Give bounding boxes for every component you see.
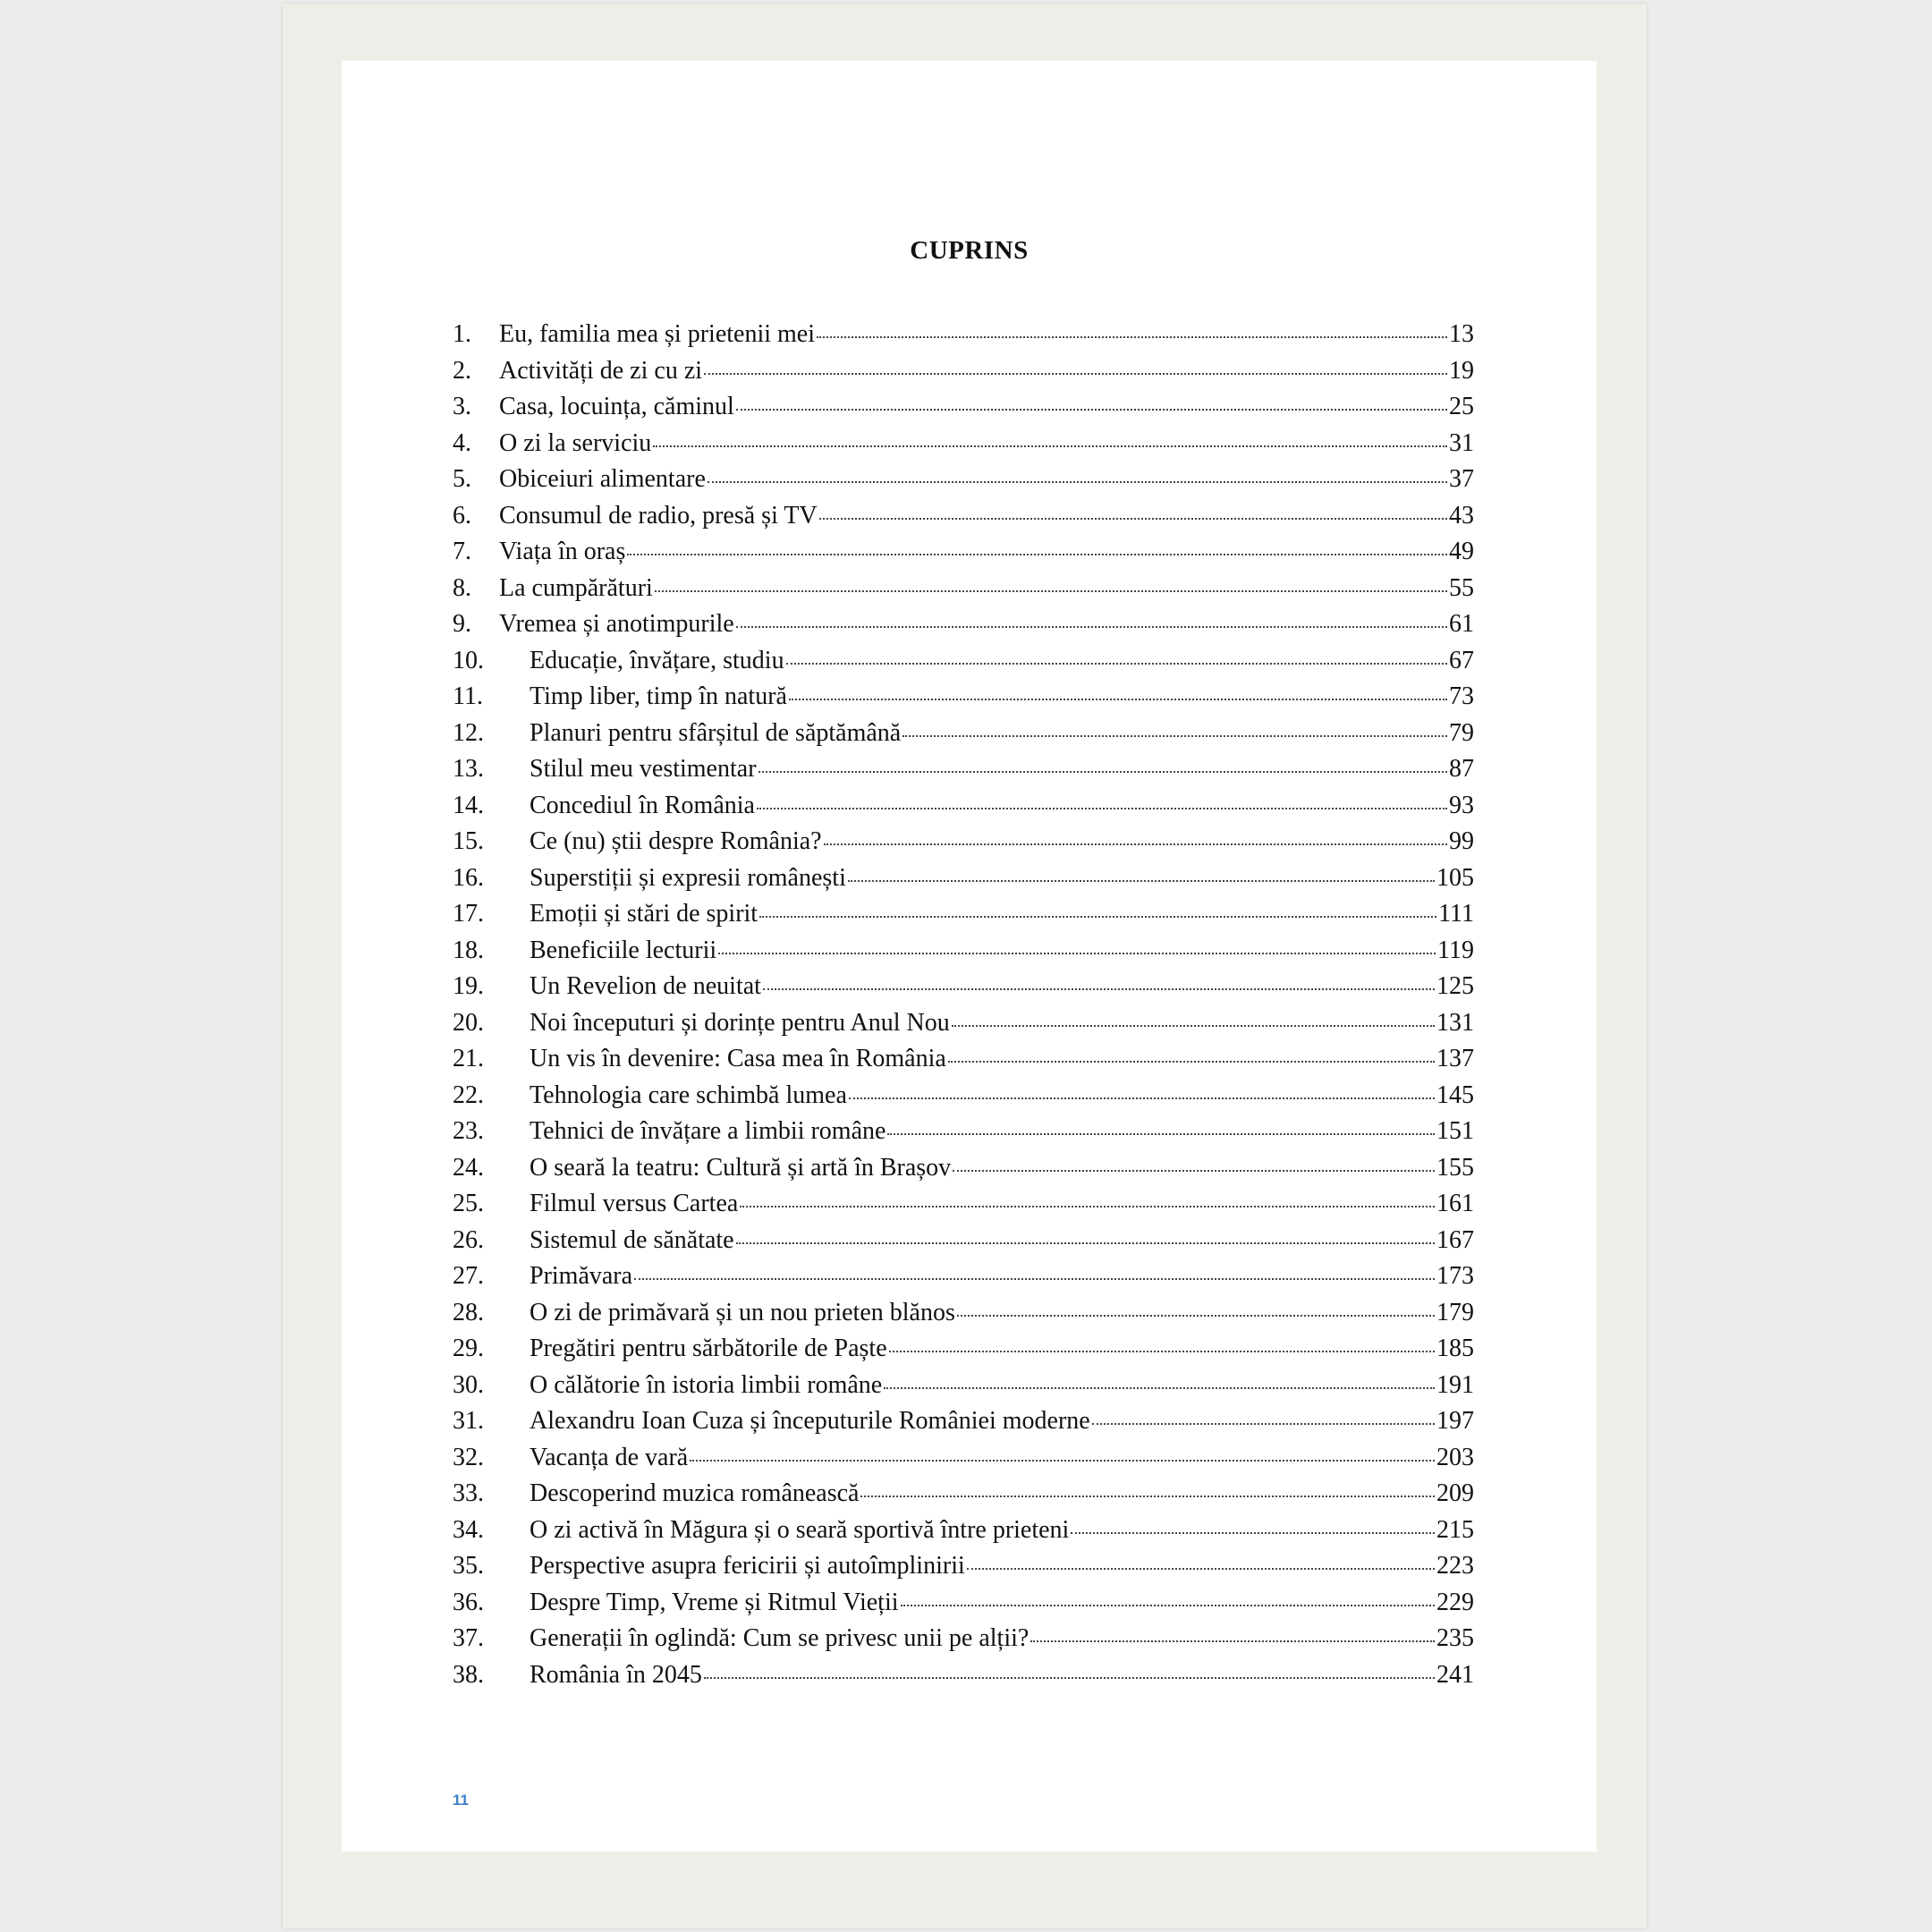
toc-dot-leader — [860, 1496, 1435, 1497]
toc-entry-page: 197 — [1436, 1407, 1474, 1435]
toc-entry-number: 15. — [453, 827, 484, 855]
toc-entry-page: 55 — [1449, 573, 1474, 602]
toc-dot-leader — [967, 1568, 1435, 1570]
table-of-contents — [453, 320, 1474, 1697]
toc-entry-title: Tehnici de învățare a limbii române — [530, 1117, 886, 1145]
toc-entry-page: 203 — [1436, 1443, 1474, 1471]
toc-dot-leader — [786, 663, 1447, 665]
toc-entry-title: Stilul meu vestimentar — [530, 755, 757, 783]
toc-entry[interactable] — [453, 429, 1474, 466]
toc-entry-title: Ce (nu) știi despre România? — [530, 827, 822, 855]
toc-entry-number: 31. — [453, 1407, 484, 1435]
toc-dot-leader — [952, 1025, 1435, 1027]
toc-dot-leader — [718, 953, 1436, 954]
toc-entry-number: 9. — [453, 610, 471, 638]
toc-entry-page: 93 — [1449, 791, 1474, 819]
toc-dot-leader — [1030, 1640, 1435, 1642]
toc-entry-title: O seară la teatru: Cultură și artă în Brașov — [530, 1153, 952, 1182]
toc-dot-leader — [848, 880, 1435, 882]
toc-dot-leader — [1071, 1532, 1435, 1534]
toc-entry[interactable] — [453, 755, 1474, 792]
toc-dot-leader — [757, 808, 1447, 809]
toc-entry[interactable] — [453, 1516, 1474, 1553]
toc-entry-page: 145 — [1436, 1080, 1474, 1109]
toc-entry-page: 13 — [1449, 320, 1474, 348]
toc-entry-page: 223 — [1436, 1552, 1474, 1580]
toc-entry[interactable] — [453, 647, 1474, 683]
toc-entry-page: 215 — [1436, 1515, 1474, 1544]
toc-entry-page: 87 — [1449, 755, 1474, 783]
toc-entry-number: 25. — [453, 1190, 484, 1217]
toc-entry-page: 79 — [1449, 718, 1474, 747]
toc-dot-leader — [655, 590, 1447, 592]
toc-entry-page: 99 — [1449, 827, 1474, 855]
toc-entry-page: 167 — [1436, 1225, 1474, 1254]
toc-entry[interactable] — [453, 1045, 1474, 1081]
toc-entry[interactable] — [453, 1407, 1474, 1444]
toc-entry[interactable] — [453, 1190, 1474, 1226]
toc-entry-page: 105 — [1436, 863, 1474, 892]
toc-dot-leader — [704, 1677, 1435, 1679]
toc-entry[interactable] — [453, 1552, 1474, 1589]
toc-entry-title: Despre Timp, Vreme și Ritmul Vieții — [530, 1588, 899, 1616]
toc-dot-leader — [948, 1061, 1435, 1063]
toc-entry-title: Consumul de radio, presă și TV — [499, 501, 818, 530]
toc-dot-leader — [759, 916, 1436, 918]
toc-entry-title: Noi începuturi și dorințe pentru Anul Nou — [530, 1008, 950, 1037]
toc-entry-page: 19 — [1449, 356, 1474, 385]
toc-dot-leader — [789, 699, 1447, 700]
toc-entry[interactable] — [453, 1299, 1474, 1335]
toc-entry[interactable] — [453, 827, 1474, 864]
toc-dot-leader — [690, 1460, 1435, 1462]
toc-entry-title: Alexandru Ioan Cuza și începuturile României moderne — [530, 1407, 1090, 1435]
toc-entry-number: 16. — [453, 863, 484, 892]
toc-entry-title: Obiceiuri alimentare — [499, 465, 706, 493]
toc-entry-number: 20. — [453, 1008, 484, 1037]
toc-entry[interactable] — [453, 792, 1474, 828]
toc-entry-number: 13. — [453, 755, 484, 783]
toc-entry-title: Sistemul de sănătate — [530, 1225, 734, 1254]
toc-entry[interactable] — [453, 465, 1474, 502]
page-number: 11 — [453, 1792, 469, 1809]
toc-entry-number: 11. — [453, 682, 483, 710]
toc-entry-page: 49 — [1449, 538, 1474, 565]
toc-entry[interactable] — [453, 320, 1474, 357]
toc-entry-number: 37. — [453, 1624, 484, 1652]
toc-entry[interactable] — [453, 864, 1474, 901]
toc-entry-number: 23. — [453, 1117, 484, 1145]
toc-entry[interactable] — [453, 900, 1474, 936]
toc-entry-number: 26. — [453, 1225, 484, 1254]
toc-entry[interactable] — [453, 502, 1474, 538]
toc-entry[interactable] — [453, 1009, 1474, 1046]
toc-dot-leader — [849, 1097, 1435, 1099]
toc-dot-leader — [740, 1206, 1435, 1208]
toc-entry-number: 24. — [453, 1153, 484, 1182]
toc-entry-number: 32. — [453, 1443, 484, 1471]
toc-entry-number: 10. — [453, 646, 484, 674]
toc-entry-number: 38. — [453, 1660, 484, 1689]
toc-entry-page: 235 — [1436, 1624, 1474, 1652]
toc-entry-title: România în 2045 — [530, 1660, 702, 1689]
toc-entry[interactable] — [453, 1624, 1474, 1661]
toc-dot-leader — [953, 1170, 1435, 1172]
toc-entry-page: 119 — [1437, 936, 1474, 964]
toc-entry[interactable] — [453, 1661, 1474, 1698]
toc-entry-title: Concediul în România — [530, 791, 755, 819]
toc-entry-page: 31 — [1449, 428, 1474, 457]
toc-entry-title: Primăvara — [530, 1262, 633, 1290]
toc-dot-leader — [758, 771, 1447, 773]
toc-entry-title: Superstiții și expresii românești — [530, 863, 846, 892]
toc-entry-number: 2. — [453, 356, 471, 385]
toc-entry[interactable] — [453, 936, 1474, 973]
toc-entry-number: 27. — [453, 1262, 484, 1290]
toc-entry-page: 25 — [1449, 393, 1474, 420]
toc-entry-page: 209 — [1436, 1479, 1474, 1507]
toc-dot-leader — [817, 336, 1447, 338]
toc-entry-page: 229 — [1436, 1588, 1474, 1616]
toc-entry[interactable] — [453, 719, 1474, 756]
document-page — [342, 61, 1597, 1852]
toc-entry[interactable] — [453, 1081, 1474, 1118]
toc-entry-title: Timp liber, timp în natură — [530, 682, 787, 710]
toc-dot-leader — [884, 1387, 1435, 1389]
toc-entry-title: Vacanța de vară — [530, 1443, 689, 1471]
toc-dot-leader — [1092, 1423, 1435, 1425]
toc-entry-page: 131 — [1436, 1008, 1474, 1037]
toc-entry-page: 61 — [1449, 610, 1474, 638]
toc-dot-leader — [819, 518, 1447, 520]
toc-dot-leader — [902, 735, 1447, 737]
toc-entry-title: Eu, familia mea și prietenii mei — [499, 320, 815, 348]
toc-entry[interactable] — [453, 1444, 1474, 1480]
toc-entry-title: Generații în oglindă: Cum se privesc unii pe alții? — [530, 1624, 1030, 1652]
toc-entry-title: Pregătiri pentru sărbătorile de Paște — [530, 1335, 887, 1362]
toc-entry[interactable] — [453, 393, 1474, 429]
toc-dot-leader — [634, 1278, 1435, 1280]
toc-entry[interactable] — [453, 1371, 1474, 1408]
toc-dot-leader — [901, 1605, 1435, 1606]
toc-entry[interactable] — [453, 1262, 1474, 1299]
toc-entry-title: Filmul versus Cartea — [530, 1190, 739, 1217]
toc-entry-number: 36. — [453, 1588, 484, 1616]
toc-entry-title: Activități de zi cu zi — [499, 356, 703, 385]
toc-entry-page: 191 — [1436, 1370, 1474, 1399]
toc-entry-title: Un Revelion de neuitat — [530, 972, 761, 1000]
toc-entry-title: O zi activă în Măgura și o seară sportivă între prieteni — [530, 1515, 1070, 1544]
toc-entry-number: 14. — [453, 791, 484, 819]
toc-entry-page: 151 — [1436, 1117, 1474, 1145]
toc-entry-number: 33. — [453, 1479, 484, 1507]
toc-entry-page: 161 — [1436, 1190, 1474, 1217]
toc-dot-leader — [763, 988, 1435, 990]
toc-entry-number: 22. — [453, 1080, 484, 1109]
toc-dot-leader — [887, 1133, 1435, 1135]
toc-entry-page: 155 — [1436, 1153, 1474, 1182]
page-title: CUPRINS — [910, 236, 1029, 265]
toc-entry-title: Viața în oraș — [499, 538, 626, 565]
toc-entry-number: 6. — [453, 501, 471, 530]
toc-entry-title: Planuri pentru sfârșitul de săptămână — [530, 718, 902, 747]
toc-entry-title: O zi de primăvară și un nou prieten blănos — [530, 1298, 955, 1326]
toc-entry[interactable] — [453, 1335, 1474, 1371]
toc-entry[interactable] — [453, 972, 1474, 1009]
toc-dot-leader — [653, 445, 1447, 447]
toc-entry[interactable] — [453, 1154, 1474, 1191]
toc-entry[interactable] — [453, 610, 1474, 647]
toc-entry-number: 19. — [453, 972, 484, 1000]
toc-entry-title: La cumpărături — [499, 573, 653, 602]
toc-entry-number: 28. — [453, 1298, 484, 1326]
toc-entry-number: 4. — [453, 428, 471, 457]
toc-entry-number: 12. — [453, 718, 484, 747]
toc-dot-leader — [889, 1351, 1435, 1352]
toc-entry-title: Vremea și anotimpurile — [499, 610, 734, 638]
toc-entry-page: 179 — [1436, 1298, 1474, 1326]
toc-dot-leader — [736, 626, 1447, 628]
toc-entry-title: Educație, învățare, studiu — [530, 646, 784, 674]
toc-entry-page: 137 — [1436, 1045, 1474, 1072]
toc-entry-number: 30. — [453, 1370, 484, 1399]
toc-entry-page: 185 — [1436, 1335, 1474, 1362]
toc-entry-title: Casa, locuința, căminul — [499, 393, 734, 420]
toc-entry[interactable] — [453, 538, 1474, 574]
toc-entry-number: 35. — [453, 1552, 484, 1580]
toc-entry-number: 18. — [453, 936, 484, 964]
toc-entry-page: 37 — [1449, 465, 1474, 493]
toc-entry-number: 1. — [453, 320, 471, 348]
toc-entry-title: Descoperind muzica românească — [530, 1479, 860, 1507]
toc-entry-page: 111 — [1438, 900, 1474, 928]
toc-entry-title: Beneficiile lecturii — [530, 936, 717, 964]
toc-dot-leader — [736, 409, 1447, 411]
toc-dot-leader — [627, 554, 1447, 555]
toc-entry-title: O zi la serviciu — [499, 428, 652, 457]
toc-entry-page: 67 — [1449, 646, 1474, 674]
toc-entry-number: 7. — [453, 538, 471, 565]
toc-entry-number: 29. — [453, 1335, 484, 1362]
toc-entry[interactable] — [453, 574, 1474, 611]
toc-entry-number: 34. — [453, 1515, 484, 1544]
toc-entry-number: 3. — [453, 393, 471, 420]
toc-entry[interactable] — [453, 357, 1474, 394]
toc-entry-number: 8. — [453, 573, 471, 602]
toc-entry-title: Perspective asupra fericirii și autoîmplinirii — [530, 1552, 965, 1580]
toc-entry-page: 43 — [1449, 501, 1474, 530]
toc-entry[interactable] — [453, 1479, 1474, 1516]
toc-entry[interactable] — [453, 1117, 1474, 1154]
toc-entry-page: 73 — [1449, 682, 1474, 710]
toc-entry-title: Emoții și stări de spirit — [530, 900, 758, 928]
toc-entry-title: Tehnologia care schimbă lumea — [530, 1080, 847, 1109]
toc-entry[interactable] — [453, 1589, 1474, 1625]
toc-entry-title: Un vis în devenire: Casa mea în România — [530, 1045, 946, 1072]
toc-entry-page: 173 — [1436, 1262, 1474, 1290]
toc-entry-number: 5. — [453, 465, 471, 493]
toc-entry-title: O călătorie în istoria limbii române — [530, 1370, 883, 1399]
toc-entry-page: 125 — [1436, 972, 1474, 1000]
toc-dot-leader — [708, 481, 1447, 483]
toc-entry-number: 17. — [453, 900, 484, 928]
toc-dot-leader — [704, 373, 1447, 375]
toc-entry-page: 241 — [1436, 1660, 1474, 1689]
toc-dot-leader — [957, 1315, 1435, 1317]
toc-entry[interactable] — [453, 1226, 1474, 1263]
toc-entry-number: 21. — [453, 1045, 484, 1072]
toc-dot-leader — [824, 843, 1447, 845]
toc-entry[interactable] — [453, 682, 1474, 719]
toc-dot-leader — [736, 1242, 1435, 1244]
